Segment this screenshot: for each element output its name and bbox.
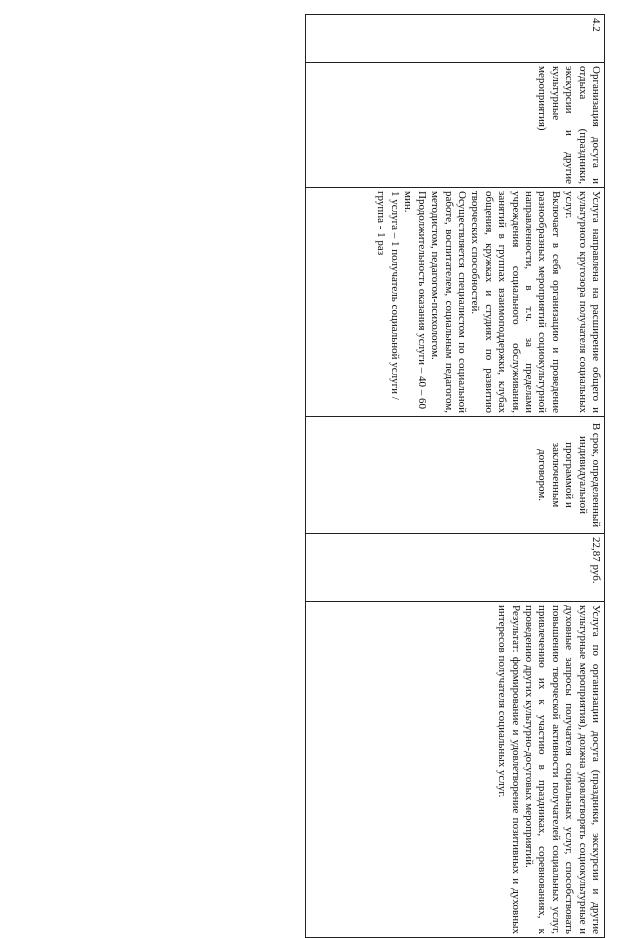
services-table xyxy=(305,14,605,938)
term-text: В срок, определенный индивидуальной программой и заключенным договором. xyxy=(536,422,602,528)
service-name: Организация досуга и отдыха (праздники, экскурсии и другие культурные мероприятия) xyxy=(536,66,602,184)
description-paragraph: Включает в себя организацию и проведение разнообразных мероприятий социокультурной направленности, в т.ч. за пределами учреждения социального обслуживания, занятий в группах взаимоподдержки, клубах общения, кружках и студиях по развитию творческих способностей. xyxy=(469,191,562,413)
row-number: 4.2 xyxy=(590,18,602,32)
row-number-cell xyxy=(306,15,605,63)
description-paragraph: Услуга направлена на расширение общего и культурного кругозора получателя социальных услуг. xyxy=(563,191,602,413)
table-row xyxy=(306,15,605,938)
price-text: 22,87 руб. xyxy=(590,537,602,584)
description-cell xyxy=(306,188,605,417)
description-paragraph: 1 услуга – 1 получатель социальной услуги / группа - 1 раз xyxy=(375,191,401,400)
service-name-cell xyxy=(306,63,605,188)
term-cell xyxy=(306,417,605,534)
description-paragraph: Продолжительность оказания услуги – 40 – 60 мин. xyxy=(402,191,428,410)
quality-cell xyxy=(306,602,605,938)
description-paragraph: Осуществляется специалистом по социальной работе, воспитателем, социальным педагогом, методистом, педагогом-психологом. xyxy=(429,191,468,413)
quality-paragraph: Услуга по организации досуга (праздники, экскурсии и другие культурные мероприятия), должна удовлетворять социокультурные и духовные запросы получателя социальных услуг, способствовать повышению творческой активности получателей социальных услуг, привлечению их к участию в праздниках, соревнованиях, к проведению других культурно-досуговых мероприятий. xyxy=(522,605,602,934)
rotated-table-wrapper xyxy=(305,14,605,934)
quality-paragraph: Результат: формирование и удовлетворение позитивных и духовных интересов получателя социальных услуг. xyxy=(496,605,522,934)
price-cell xyxy=(306,534,605,602)
